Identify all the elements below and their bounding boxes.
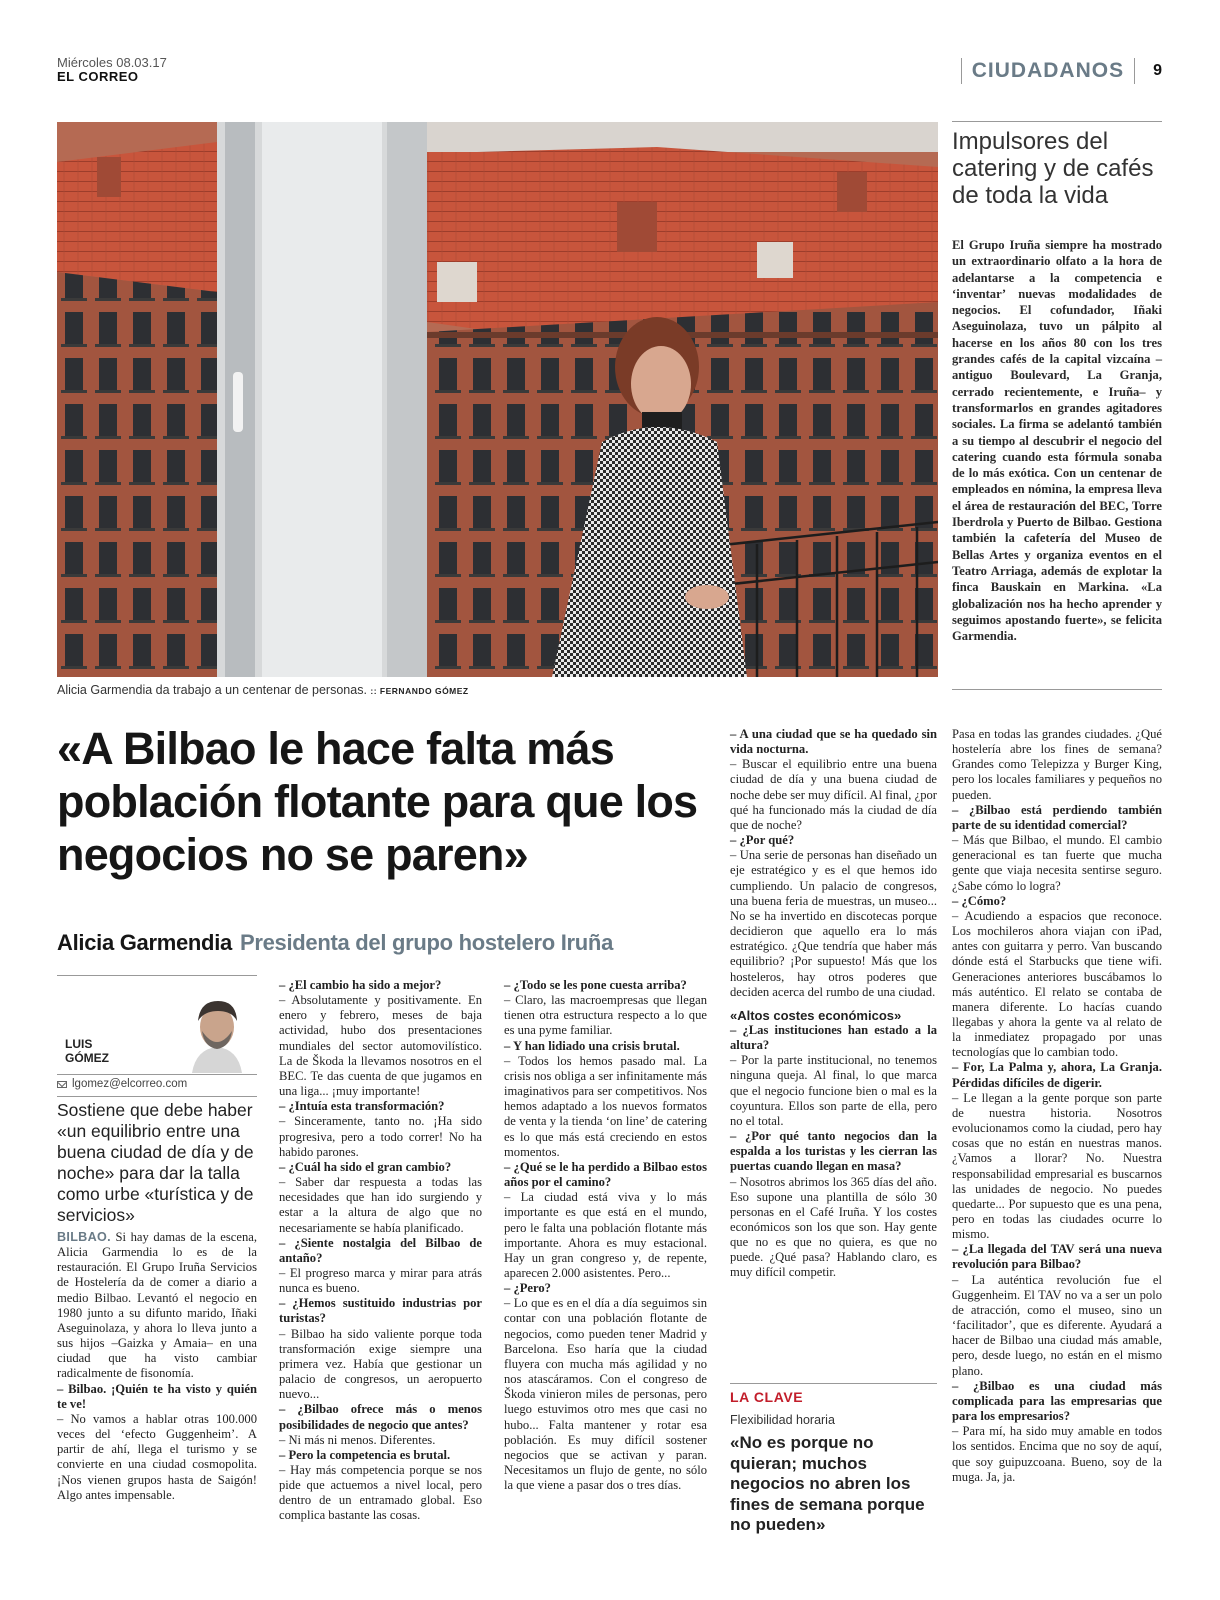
sidebar-body: El Grupo Iruña siempre ha mostrado un extraordinario olfato a la hora de adelantarse a la competencia e ‘inventar’ nuevas modalidades de negocios. El cofundador, Iñaki Aseguinolaza, tuvo un pálpito al hacerse en los años 80 con los tres grandes cafés de la capital vizcaína –antiguo Boulevard, La Granja, cerrado recientemente, e Iruña– y transformarlos en grandes agitadores sociales. La firma se adelantó también a su tiempo al descubrir el negocio del catering cuando esta fórmula sonaba de lo más exótica. Con un centenar de empleados en nómina, la empresa lleva el área de restauración del BEC, Torre Iberdrola y Puerto de Bilbao. Gestiona también la cafetería del Museo de Bellas Artes y organiza eventos en el Teatro Arriaga, además de explotar la finca Bauskain en Markina. «La globalización nos ha hecho aprender y seguimos apostando fuerte», se felicita Garmendia. [952,238,1162,644]
page-header-left [57,56,167,83]
subheading: «Altos costes económicos» [730,1007,902,1023]
section-name: CIUDADANOS [971,59,1125,82]
answer: – Claro, las macroempresas que llegan tienen otra estructura respecto a lo que es una pyme familiar. [504,993,707,1038]
article-column-2 [279,978,482,1524]
question: – Y han lidiado una crisis brutal. [504,1038,680,1053]
newspaper-name: EL CORREO [57,68,139,84]
divider [57,1074,257,1075]
answer: – Todos los hemos pasado mal. La crisis nos obliga a ser infinitamente más imaginativos para ser competitivos. Nos hemos adaptado a los nuevos formatos de venta y la tienda ‘on line’ de catering es lo que más está creciendo en estos momentos. [504,1053,707,1159]
answer: – Una serie de personas han diseñado un eje estratégico y es el que hemos ido cumpliendo. Un palacio de congresos, una buena feria de muestras, un museo... No se ha invertido en discotecas porque decidieron que aquello era lo más estratégico. ¿Que tendría que haber más equilibrio? ¡Por supuesto! Más que los hosteleros, hay otros poderes que deciden acerca del rumbo de una ciudad. [730,848,937,999]
article-column-4 [730,727,937,1281]
page-number: 9 [1153,62,1162,79]
answer: – La auténtica revolución fue el Guggenheim. El TAV no va a ser un polo de atracción, como el museo, sino un ‘facilitador’, que es diferente. Ayudará a hacer de Bilbao una ciudad más amable, pero, desde luego, no están en el mismo plano. [952,1272,1162,1378]
divider [57,975,257,976]
question: – ¿Las instituciones han estado a la altura? [730,1022,937,1053]
author-last-name: GÓMEZ [65,1051,109,1065]
question: – Bilbao. ¡Quién te ha visto y quién te ve! [57,1381,257,1411]
answer: – No vamos a hablar otras 100.000 veces del ‘efecto Guggenheim’. A partir de ahí, llega el turismo y se convierte en una ciudad cosmopolita. ¡Nos vienen grupos hasta de Saigón! Algo antes impensable. [57,1411,257,1502]
photo-caption [57,683,469,697]
answer: – Nosotros abrimos los 365 días del año. Eso supone una plantilla de sólo 30 personas en el Café Iruña. Y los costes económicos son los que son. Hay gente que no es que no quiera, es que no puede. ¿Qué pasa? Hablando claro, es muy difícil competir. [730,1174,937,1280]
envelope-icon [57,1081,67,1088]
question: – ¿Bilbao ofrece más o menos posibilidades de negocio que antes? [279,1402,482,1432]
answer: – Ni más ni menos. Diferentes. [279,1432,436,1447]
byline [57,930,613,956]
answer: – Le llegan a la gente porque son parte de nuestra historia. Nosotros evolucionamos como la ciudad, pero hay cosas que no están en nuestras manos. ¿Vamos a llorar? No. Nuestra responsabilidad empresarial es buscarnos las unidades de negocio. No puedes quedarte... Por supuesto que es una pena, pero en todas las ciudades ocurre lo mismo. [952,1090,1162,1242]
answer: – Acudiendo a espacios que reconoce. Los mochileros ahora viajan con iPad, antes con guitarra y perro. Van buscando dónde está el Starbucks que tiene wifi. Generaciones anteriores buscábamos lo más auténtico. El relato se contaba de manera diferente. Lo hacías cuando llegabas y ahora la gente va al relato de la inmediatez propagado por unas tecnologías que lo cambian todo. [952,908,1162,1060]
intro-paragraph [57,1230,257,1382]
answer: – Para mí, ha sido muy amable en todos los sentidos. Encima que no soy de aquí, que soy guipuzcoana. Bueno, soy de la muga. Ja, ja. [952,1424,1162,1484]
author-email[interactable] [57,1078,187,1090]
photo-credit: :: FERNANDO GÓMEZ [370,686,469,696]
article-column-1 [57,1230,257,1503]
author-email-text: lgomez@elcorreo.com [72,1078,188,1090]
divider [57,1096,257,1097]
issue-date: Miércoles 08.03.17 [57,55,167,70]
answer: – El progreso marca y mirar para atrás nunca es bueno. [279,1265,482,1296]
page-header-right [961,58,1162,84]
caption-text: Alicia Garmendia da trabajo a un centenar de personas. [57,683,367,697]
author-first-name: LUIS [65,1037,93,1051]
answer: – Más que Bilbao, el mundo. El cambio generacional es tan fuerte que mucha gente que viaja necesita sentirse seguro. ¿Sabe cómo lo logra? [952,833,1162,893]
interviewee-role: Presidenta del grupo hostelero Iruña [239,930,614,955]
question: – ¿Todo se les pone cuesta arriba? [504,978,687,992]
article-column-5 [952,727,1162,1485]
question: – ¿Bilbao está perdiendo también parte de su identidad comercial? [952,802,1162,832]
divider [730,1383,937,1384]
question: – Pero la competencia es brutal. [279,1447,451,1462]
question: – ¿Bilbao es una ciudad más complicada para las empresarias que para los empresarios? [952,1378,1162,1424]
author-name [65,1037,109,1065]
answer: Pasa en todas las grandes ciudades. ¿Qué hostelería abre los fines de semana? Grandes como Telepizza y Burger King, pero los locales familiares y pequeños no pueden. [952,727,1162,802]
question: – ¿Pero? [504,1281,551,1296]
question: – For, La Palma y, ahora, La Granja. Pérdidas difíciles de digerir. [952,1060,1162,1090]
sidebar-title: Impulsores del catering y de cafés de toda la vida [952,128,1154,209]
answer: – Saber dar respuesta a todas las necesidades que han ido surgiendo y estar a la altura de algo que no necesariamente se había planificado. [279,1175,482,1235]
divider [952,121,1162,122]
question: – ¿El cambio ha sido a mejor? [279,978,442,992]
answer: – Por la parte institucional, no tenemos ninguna queja. Al final, lo que marca que el negocio funcione bien o mal es la coyuntura. Ellos son parte de ella, pero no el total. [730,1053,937,1128]
question: – ¿Por qué? [730,833,795,848]
question: – ¿Cuál ha sido el gran cambio? [279,1159,452,1174]
main-photo [57,122,938,677]
answer: – Sinceramente, tanto no. ¡Ha sido progresiva, pero a todo correr! No ha habido parones. [279,1114,482,1159]
question: – ¿Por qué tanto negocios dan la espalda a los turistas y les cierran las puertas cuando llegan en masa? [730,1129,937,1174]
answer: – Lo que es en el día a día seguimos sin contar con una población flotante de negocios, como pueden tener Madrid y Barcelona. Eso haría que la ciudad fluyera con mucha más agilidad y no nos atascáramos. Con el congreso de Škoda vinieron miles de personas, pero luego estuvimos otro mes que casi no hubo... Falta mantener y rotar esa población. Es muy difícil sostener negocios que se activan y paran. Necesitamos un flujo de gente, no sólo la que viene a pasar dos o tres días. [504,1296,707,1493]
interviewee-name: Alicia Garmendia [57,930,232,955]
headline: «A Bilbao le hace falta más población flotante para que los negocios no se paren» [57,723,698,880]
answer: – Bilbao ha sido valiente porque toda transformación exige siempre una primera vez. Había que gestionar un palacio de congresos, un aeropuerto nuevo... [279,1326,482,1402]
intro-text: Si hay damas de la escena, Alicia Garmendia lo es de la restauración. El Grupo Iruña Servicios de Hostelería da de comer a diario a medio Bilbao. Levantó el negocio en 1980 junto a su difunto marido, Iñaki Aseguinolaza, y ahora lo lleva junto a sus hijos –Gaizka y Amaia– en una ciudad que ha visto cambiar radicalmente de fisonomía. [57,1230,257,1381]
question: – A una ciudad que se ha quedado sin vida nocturna. [730,727,937,757]
answer: – La ciudad está viva y lo más importante es que está en el mundo, pero le falta una población flotante más importante. Ahora es muy estacional. Hay un gran congreso y, de repente, aparecen 2.000 asistentes. Pero... [504,1190,707,1280]
question: – ¿Intuía esta transformación? [279,1099,445,1114]
answer: – Hay más competencia porque se nos pide que actuemos a nivel local, pero dentro de un entramado global. Eso complica bastante las cosas. [279,1463,482,1523]
author-portrait [178,993,256,1073]
question: – ¿Hemos sustituido industrias por turistas? [279,1296,482,1326]
standfirst: Sostiene que debe haber «un equilibrio entre una buena ciudad de día y de noche» para dar la talla como urbe «turística y de servicios» [57,1100,254,1225]
answer: – Buscar el equilibrio entre una buena ciudad de día y una buena ciudad de noche debe ser muy difícil. Al final, ¿por qué ha funcionado más la ciudad de día que de noche? [730,757,937,832]
question: – ¿Qué se le ha perdido a Bilbao estos años por el camino? [504,1159,707,1190]
dateline: BILBAO. [57,1230,111,1244]
la-clave-topic: Flexibilidad horaria [730,1413,835,1427]
question: – ¿Siente nostalgia del Bilbao de antaño? [279,1235,482,1265]
question: – ¿La llegada del TAV será una nueva revolución para Bilbao? [952,1242,1162,1272]
la-clave-quote: «No es porque no quieran; muchos negocios no abren los fines de semana porque no pueden» [730,1433,925,1534]
la-clave-label: LA CLAVE [730,1389,804,1405]
article-column-3 [504,978,707,1493]
divider [952,689,1162,690]
question: – ¿Cómo? [952,893,1007,908]
answer: – Absolutamente y positivamente. En enero y febrero, meses de baja actividad, hubo dos presentaciones mundiales del sector automovilístico. La de Škoda la llevamos nosotros en el BEC. Te das cuenta de que jugamos en una liga... ¡muy importante! [279,993,482,1099]
